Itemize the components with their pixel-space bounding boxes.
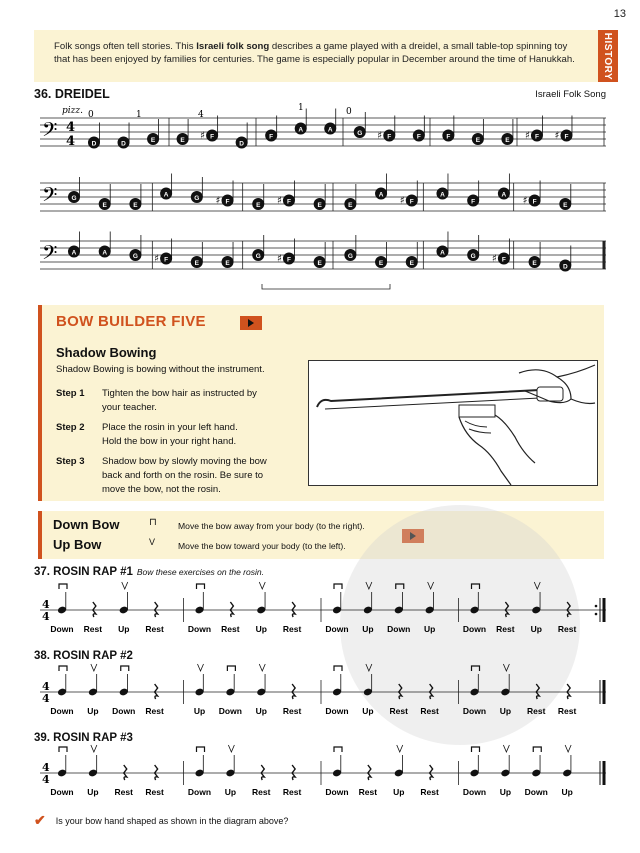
fingering: 4 [198, 110, 204, 120]
note-name: E [180, 136, 185, 144]
bow-word: Rest [145, 787, 164, 797]
down-bow-text: Move the bow away from your body (to the right). [178, 521, 365, 531]
note-name: F [286, 256, 291, 264]
song-title: 36. DREIDEL [34, 87, 110, 101]
shadow-bowing-description: Shadow Bowing is bowing without the instrument. [56, 364, 265, 375]
exercise-title-text: 37. ROSIN RAP #1 [34, 566, 133, 578]
bow-word: Up [255, 624, 267, 634]
sharp-icon: ♯ [215, 195, 221, 207]
up-bow-icon [198, 664, 204, 671]
bow-word: Rest [83, 624, 103, 634]
note-name: E [532, 259, 537, 267]
bow-word: Up [362, 706, 374, 716]
note-name: A [102, 249, 108, 257]
bow-word: Rest [358, 787, 378, 797]
quarter-rest-icon [430, 684, 433, 699]
note-name: D [91, 140, 97, 148]
bow-word: Up [499, 787, 512, 797]
bow-word: Up [393, 787, 405, 797]
quarter-rest-icon [536, 684, 539, 699]
note-name: D [562, 263, 568, 271]
down-bow-icon [197, 584, 205, 589]
step-label: Step 2 [56, 422, 85, 433]
up-bow-icon [91, 664, 97, 671]
history-text-after: describes a game played with a dreidel, a small table-top spinning toy that has been enjoyed by families for centuries. The game is especially popular in December around the time of Hanukkah. [54, 41, 575, 65]
sharp-icon: ♯ [154, 253, 159, 265]
note-name: F [471, 198, 476, 206]
bow-word: Rest [496, 624, 515, 634]
step-line: Tighten the bow hair as instructed by [102, 388, 257, 399]
quarter-rest-icon [230, 602, 233, 617]
time-signature-top: 4 [42, 761, 50, 774]
note-name: E [256, 201, 261, 209]
bow-word: Rest [557, 706, 577, 716]
bow-word: Rest [282, 706, 302, 716]
fingering: 1 [136, 110, 142, 120]
note-name: A [163, 191, 169, 199]
quarter-rest-icon [124, 765, 127, 780]
sharp-icon: ♯ [491, 253, 497, 265]
step-line: Hold the bow in your right hand. [102, 436, 237, 447]
note-name: F [409, 198, 414, 206]
step-label: Step 1 [56, 388, 85, 399]
bow-word: Up [530, 624, 542, 634]
repeat-dot [595, 605, 598, 608]
note-name: F [416, 133, 421, 141]
note-name: E [378, 259, 384, 267]
note-name: E [409, 259, 414, 267]
up-bow-icon [534, 582, 540, 589]
time-signature-top: 4 [66, 120, 76, 135]
time-signature-bottom: 4 [42, 692, 50, 705]
bow-word: Down [50, 706, 74, 716]
note-name: F [210, 133, 215, 141]
note-name: G [71, 194, 77, 202]
down-bow-icon [472, 666, 480, 671]
bow-word: Down [218, 706, 242, 716]
time-signature-bottom: 4 [42, 610, 50, 623]
note-name: A [327, 126, 333, 134]
bass-clef-icon: 𝄢 [42, 118, 58, 146]
step-line: back and forth on the rosin. Be sure to [102, 470, 264, 481]
note-name: F [286, 198, 291, 206]
up-bow-text: Move the bow toward your body (to the left). [178, 541, 346, 551]
bow-word: Down [325, 787, 349, 797]
sharp-icon: ♯ [524, 130, 530, 142]
exercise-instruction: Bow these exercises on the rosin. [136, 567, 264, 577]
bow-word: Up [87, 706, 99, 716]
bow-word: Up [193, 706, 206, 716]
bow-word: Rest [282, 787, 302, 797]
history-tab-label: HISTORY [602, 32, 614, 80]
down-bow-icon [334, 666, 342, 671]
quarter-rest-icon [155, 765, 158, 780]
note-name: D [121, 140, 126, 148]
up-bow-icon [259, 664, 265, 671]
bow-word: Rest [527, 706, 546, 716]
bow-word: Down [325, 706, 349, 716]
bow-word: Down [112, 706, 136, 716]
time-signature-top: 4 [42, 598, 50, 611]
step-label: Step 3 [56, 456, 85, 467]
sharp-icon: ♯ [399, 195, 405, 207]
up-bow-icon [91, 745, 97, 752]
note-name: F [534, 133, 539, 141]
quarter-rest-icon [155, 684, 158, 699]
quarter-rest-icon [155, 602, 158, 617]
bow-word: Up [87, 787, 99, 797]
bow-word: Rest [221, 624, 240, 634]
down-bow-icon [396, 584, 404, 589]
up-bow-icon [428, 582, 434, 589]
quarter-rest-icon [505, 602, 508, 617]
bow-word: Rest [252, 787, 271, 797]
bow-word: Up [499, 706, 512, 716]
bass-clef-icon: 𝄢 [42, 241, 58, 269]
note-name: F [164, 256, 169, 264]
note-name: F [532, 198, 537, 206]
note-name: A [298, 126, 304, 134]
up-bow-icon [228, 745, 234, 752]
bow-word: Up [224, 787, 237, 797]
history-text-before: Folk songs often tell stories. This [54, 41, 197, 52]
note-name: F [225, 198, 230, 206]
bow-word: Down [462, 624, 487, 634]
exercise-title-text: 38. ROSIN RAP #2 [34, 650, 133, 662]
bow-word: Up [255, 706, 267, 716]
bow-word: Down [50, 787, 74, 797]
down-bow-icon [59, 584, 67, 589]
step-line: Place the rosin in your left hand. [102, 422, 238, 433]
bow-word: Rest [145, 624, 164, 634]
note-name: A [440, 249, 445, 257]
up-bow-icon [565, 745, 571, 752]
bass-clef-icon: 𝄢 [42, 183, 58, 211]
bow-word: Up [118, 624, 130, 634]
up-bow-icon [397, 745, 403, 752]
song-credit: Israeli Folk Song [535, 89, 606, 100]
down-bow-icon [533, 747, 541, 752]
bow-word: Rest [114, 787, 133, 797]
sharp-icon: ♯ [377, 130, 383, 142]
up-bow-label: Up Bow [53, 537, 102, 552]
up-bow-icon: V [149, 537, 156, 547]
shadow-bowing-heading: Shadow Bowing [56, 345, 157, 360]
note-name: E [225, 259, 230, 267]
note-name: E [102, 201, 107, 209]
footer-question: Is your bow hand shaped as shown in the diagram above? [55, 815, 289, 826]
bow-word: Rest [420, 706, 439, 716]
repeat-dot [595, 613, 598, 616]
down-bow-icon [59, 747, 67, 752]
step-line: Shadow bow by slowly moving the bow [102, 456, 267, 467]
note-name: E [317, 259, 322, 267]
bow-word: Down [524, 787, 548, 797]
sharp-icon: ♯ [554, 130, 560, 142]
bow-word: Down [462, 787, 487, 797]
note-name: A [71, 249, 77, 257]
step-line: your teacher. [102, 402, 157, 413]
history-text-bold: Israeli folk song [196, 41, 270, 52]
quarter-rest-icon [292, 765, 295, 780]
bow-word: Up [561, 787, 573, 797]
note-name: G [132, 252, 138, 260]
sharp-icon: ♯ [276, 195, 282, 207]
bow-word: Up [423, 624, 436, 634]
down-bow-icon: ⊓ [149, 517, 157, 528]
sharp-icon: ♯ [276, 253, 282, 265]
bow-word: Rest [145, 706, 164, 716]
note-name: G [470, 252, 476, 260]
bow-builder-title: BOW BUILDER FIVE [56, 313, 206, 330]
bow-word: Down [325, 624, 349, 634]
quarter-rest-icon [292, 602, 295, 617]
fingering: 0 [88, 110, 94, 120]
note-name: E [505, 136, 510, 144]
quarter-rest-icon [368, 765, 371, 780]
quarter-rest-icon [261, 765, 264, 780]
note-name: A [501, 191, 507, 199]
note-name: E [150, 136, 156, 144]
bow-word: Rest [420, 787, 439, 797]
fingering: 1 [298, 103, 304, 113]
note-name: E [563, 201, 568, 209]
up-bow-icon [366, 582, 372, 589]
note-name: G [357, 129, 363, 137]
quarter-rest-icon [430, 765, 433, 780]
note-name: G [255, 252, 261, 260]
note-name: F [446, 133, 451, 141]
down-bow-icon [334, 747, 342, 752]
fingering: 0 [346, 107, 352, 117]
down-bow-icon [227, 666, 235, 671]
quarter-rest-icon [93, 602, 96, 617]
up-bow-icon [503, 664, 509, 671]
down-bow-icon [472, 584, 480, 589]
quarter-rest-icon [292, 684, 295, 699]
note-name: E [348, 201, 353, 209]
footer [34, 812, 288, 829]
exercise-title-text: 39. ROSIN RAP #3 [34, 732, 133, 744]
quarter-rest-icon [567, 602, 570, 617]
up-bow-icon [259, 582, 265, 589]
down-bow-icon [59, 666, 67, 671]
step-line: move the bow, not the rosin. [102, 484, 221, 495]
note-name: A [378, 191, 384, 199]
note-name: F [387, 133, 392, 141]
up-bow-icon [122, 582, 128, 589]
time-signature-top: 4 [42, 680, 50, 693]
note-name: F [269, 133, 274, 141]
bow-word: Down [462, 706, 487, 716]
bow-word: Rest [389, 706, 408, 716]
checkmark-icon: ✔ [34, 812, 46, 828]
time-signature-bottom: 4 [66, 134, 76, 149]
bow-word: Up [362, 624, 374, 634]
note-name: G [194, 194, 200, 202]
up-bow-icon [366, 664, 372, 671]
bow-word: Down [387, 624, 411, 634]
quarter-rest-icon [399, 684, 402, 699]
page-number: 13 [613, 8, 626, 20]
bow-word: Rest [282, 624, 302, 634]
quarter-rest-icon [567, 684, 570, 699]
note-name: F [564, 133, 569, 141]
sharp-icon: ♯ [522, 195, 528, 207]
note-name: A [440, 191, 445, 199]
note-name: F [501, 256, 506, 264]
sharp-icon: ♯ [200, 130, 205, 142]
bow-word: Down [187, 624, 212, 634]
pizz-marking: pizz. [62, 106, 83, 116]
note-name: E [317, 201, 322, 209]
bow-word: Down [50, 624, 74, 634]
note-name: E [133, 201, 138, 209]
note-name: E [475, 136, 481, 144]
down-bow-icon [121, 666, 129, 671]
bow-word: Down [187, 787, 212, 797]
down-bow-icon [472, 747, 480, 752]
down-bow-icon [334, 584, 342, 589]
bow-word: Rest [557, 624, 577, 634]
note-name: D [239, 140, 244, 148]
note-name: G [347, 252, 353, 260]
note-name: E [194, 259, 199, 267]
down-bow-icon [197, 747, 205, 752]
time-signature-bottom: 4 [42, 773, 50, 786]
down-bow-label: Down Bow [53, 517, 120, 532]
up-bow-icon [503, 745, 509, 752]
